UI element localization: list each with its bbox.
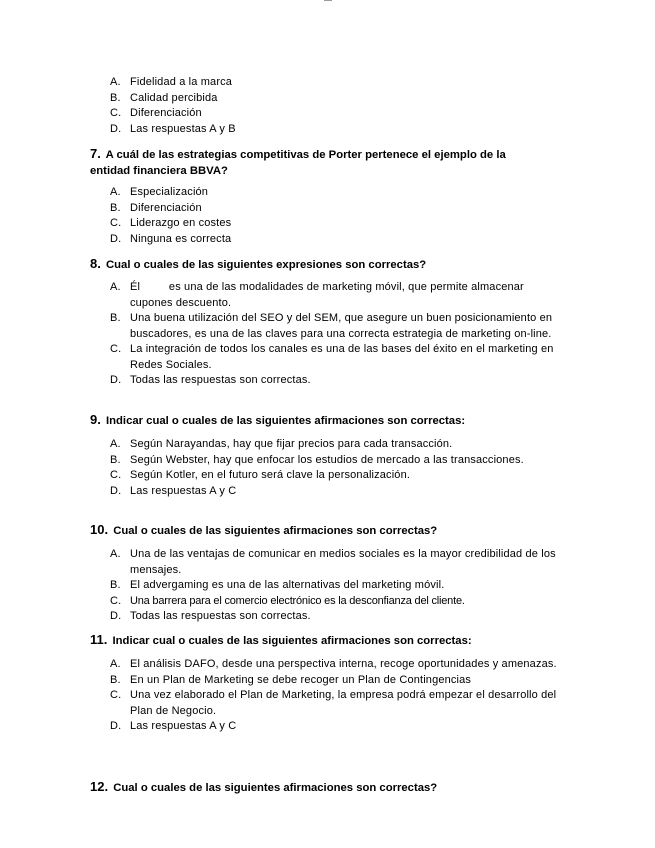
options-list [110, 185, 560, 247]
options-list [110, 657, 560, 735]
question-12 [90, 779, 560, 797]
question-number: 10. [90, 522, 109, 537]
option-a: A. Fidelidad a la marca [110, 76, 233, 88]
options-list [110, 437, 560, 499]
option-d: D. Las respuestas A y C [110, 484, 237, 497]
options-list [110, 547, 560, 625]
question-9 [90, 412, 560, 430]
option-c: C. Según Kotler, en el futuro será clave la personalización. [110, 469, 411, 481]
option-c: C. Una barrera para el comercio electrónico es la desconfianza del cliente. [110, 594, 465, 607]
question-number: 11. [90, 632, 108, 647]
page-top-mark [324, 0, 332, 1]
question-text: A cuál de las estrategias competitivas de Porter pertenece el ejemplo de la entidad financiera BBVA? [90, 149, 506, 177]
option-b: B. En un Plan de Marketing se debe recoger un Plan de Contingencias [110, 673, 472, 686]
option-a: A. Especialización [110, 186, 209, 198]
option-c: C. Una vez elaborado el Plan de Marketing, la empresa podrá empezar el desarrollo del Plan de Negocio. [110, 689, 557, 717]
question-number: 12. [90, 779, 109, 794]
option-a: A. Él es una de las modalidades de marketing móvil, que permite almacenar cupones descuento. [110, 281, 528, 309]
question-number: 8. [90, 256, 101, 271]
option-d: D. Las respuestas A y B [110, 122, 236, 135]
option-a: A. Según Narayandas, hay que fijar precios para cada transacción. [110, 438, 453, 450]
option-b: B. El advergaming es una de las alternativas del marketing móvil. [110, 579, 445, 591]
question-text: Indicar cual o cuales de las siguientes afirmaciones son correctas: [112, 635, 472, 647]
option-c: C. La integración de todos los canales es una de las bases del éxito en el marketing en Redes Sociales. [110, 343, 554, 371]
options-list [110, 75, 560, 137]
option-a: A. El análisis DAFO, desde una perspectiva interna, recoge oportunidades y amenazas. [110, 658, 557, 670]
option-b: B. Calidad percibida [110, 91, 218, 104]
question-8 [90, 256, 560, 274]
question-7 [90, 146, 530, 179]
option-d: D. Todas las respuestas son correctas. [110, 610, 311, 622]
question-text: Cual o cuales de las siguientes expresiones son correctas? [105, 259, 427, 271]
option-b: B. Una buena utilización del SEO y del SEM, que asegure un buen posicionamiento en buscadores, es una de las claves para una correcta estrategia de marketing on-line. [110, 312, 553, 340]
question-11 [90, 632, 560, 650]
option-b: B. Diferenciación [110, 201, 202, 214]
question-number: 9. [90, 412, 101, 427]
option-a: A. Una de las ventajas de comunicar en medios sociales es la mayor credibilidad de los mensajes. [110, 548, 556, 576]
option-d: D. Ninguna es correcta [110, 232, 232, 245]
question-number: 7. [90, 146, 101, 161]
question-10 [90, 522, 560, 540]
option-b: B. Según Webster, hay que enfocar los estudios de mercado a las transacciones. [110, 453, 524, 466]
option-d: D. Todas las respuestas son correctas. [110, 374, 311, 386]
question-text: Cual o cuales de las siguientes afirmaciones son correctas? [113, 525, 438, 537]
option-c: C. Diferenciación [110, 107, 202, 119]
options-list [110, 280, 560, 389]
option-d: D. Las respuestas A y C [110, 720, 237, 732]
question-text: Cual o cuales de las siguientes afirmaciones son correctas? [113, 782, 438, 794]
option-c: C. Liderazgo en costes [110, 217, 232, 229]
question-text: Indicar cual o cuales de las siguientes afirmaciones son correctas: [105, 415, 466, 427]
